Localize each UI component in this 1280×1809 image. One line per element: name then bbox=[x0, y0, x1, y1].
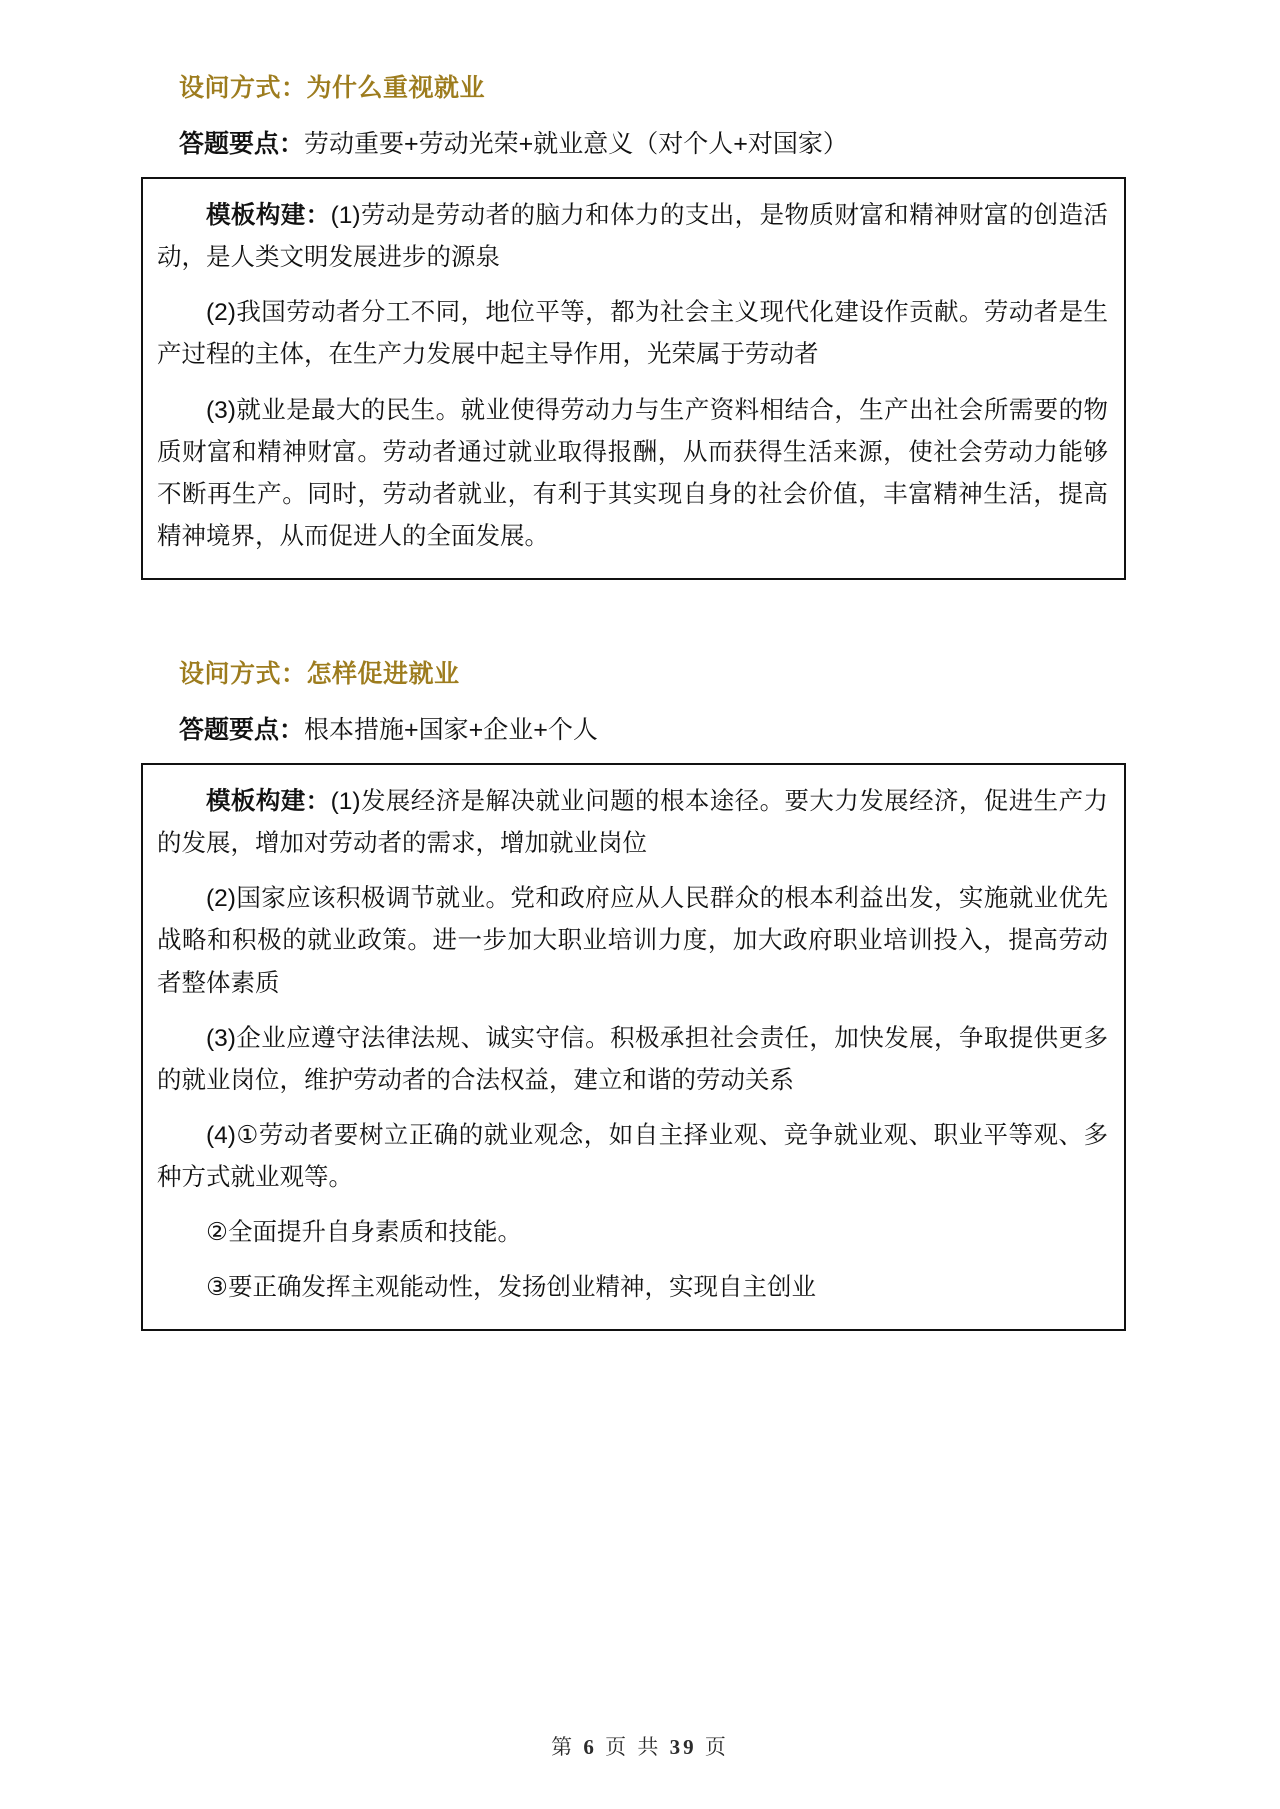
template-box bbox=[141, 763, 1126, 1331]
footer-page-number: 6 bbox=[583, 1735, 597, 1759]
template-paragraph-text: (1)发展经济是解决就业问题的根本途径。要大力发展经济，促进生产力的发展，增加对劳动者的需求，增加就业岗位 bbox=[157, 788, 1109, 858]
answer-keypoints-text: 劳动重要+劳动光荣+就业意义（对个人+对国家） bbox=[304, 129, 848, 158]
page-footer bbox=[0, 1731, 1280, 1761]
template-box bbox=[141, 177, 1126, 580]
section-heading bbox=[179, 52, 1145, 108]
template-colon: ： bbox=[305, 788, 331, 815]
template-colon: ： bbox=[305, 202, 331, 229]
template-paragraph: (2)国家应该积极调节就业。党和政府应从人民群众的根本利益出发，实施就业优先战略和积极的就业政策。进一步加大职业培训力度，加大政府职业培训投入，提高劳动者整体素质 bbox=[157, 885, 1108, 997]
answer-keypoints-label: 答题要点 bbox=[179, 715, 280, 744]
template-paragraph: (3)就业是最大的民生。就业使得劳动力与生产资料相结合，生产出社会所需要的物质财富和精神财富。劳动者通过就业取得报酬，从而获得生活来源，使社会劳动力能够不断再生产。同时，劳动者就业，有利于其实现自身的社会价值，丰富精神生活，提高精神境界，从而促进人的全面发展。 bbox=[157, 396, 1108, 550]
template-paragraph bbox=[157, 781, 1108, 865]
section-heading-text: 为什么重视就业 bbox=[306, 74, 486, 102]
answer-keypoints-colon: ： bbox=[279, 129, 305, 158]
template-paragraph-text: (1)劳动是劳动者的脑力和体力的支出，是物质财富和精神财富的创造活动，是人类文明发展进步的源泉 bbox=[157, 202, 1109, 272]
section-heading-colon: ： bbox=[281, 74, 307, 102]
template-label: 模板构建 bbox=[206, 788, 306, 815]
footer-prefix: 第 bbox=[551, 1735, 576, 1759]
section-heading-text: 怎样促进就业 bbox=[306, 660, 460, 688]
template-paragraph: ②全面提升自身素质和技能。 bbox=[206, 1219, 522, 1247]
template-label: 模板构建 bbox=[206, 202, 306, 229]
footer-suffix: 页 bbox=[704, 1735, 729, 1759]
template-paragraph: (2)我国劳动者分工不同，地位平等，都为社会主义现代化建设作贡献。劳动者是生产过程的主体，在生产力发展中起主导作用，光荣属于劳动者 bbox=[157, 299, 1108, 369]
template-paragraph bbox=[157, 195, 1108, 279]
answer-keypoints bbox=[179, 126, 1145, 164]
section-heading-label: 设问方式 bbox=[179, 660, 282, 688]
answer-keypoints-text: 根本措施+国家+企业+个人 bbox=[304, 715, 598, 744]
template-paragraph: ③要正确发挥主观能动性，发扬创业精神，实现自主创业 bbox=[206, 1274, 816, 1302]
template-paragraph: (3)企业应遵守法律法规、诚实守信。积极承担社会责任，加快发展，争取提供更多的就业岗位，维护劳动者的合法权益，建立和谐的劳动关系 bbox=[157, 1024, 1108, 1094]
section-heading-colon: ： bbox=[281, 660, 307, 688]
section-how-promote-employment bbox=[141, 638, 1145, 1331]
section-heading-label: 设问方式 bbox=[179, 74, 282, 102]
footer-total-pages: 39 bbox=[669, 1735, 697, 1759]
answer-keypoints bbox=[179, 712, 1145, 750]
answer-keypoints-label: 答题要点 bbox=[179, 129, 280, 158]
section-why-value-employment bbox=[141, 52, 1145, 580]
section-heading bbox=[179, 638, 1145, 694]
answer-keypoints-colon: ： bbox=[279, 715, 305, 744]
page-content bbox=[135, 52, 1145, 1331]
template-paragraph: (4)①劳动者要树立正确的就业观念，如自主择业观、竞争就业观、职业平等观、多种方式就业观等。 bbox=[157, 1121, 1108, 1191]
footer-middle: 页 共 bbox=[605, 1735, 662, 1759]
section-divider-space bbox=[141, 580, 1145, 638]
